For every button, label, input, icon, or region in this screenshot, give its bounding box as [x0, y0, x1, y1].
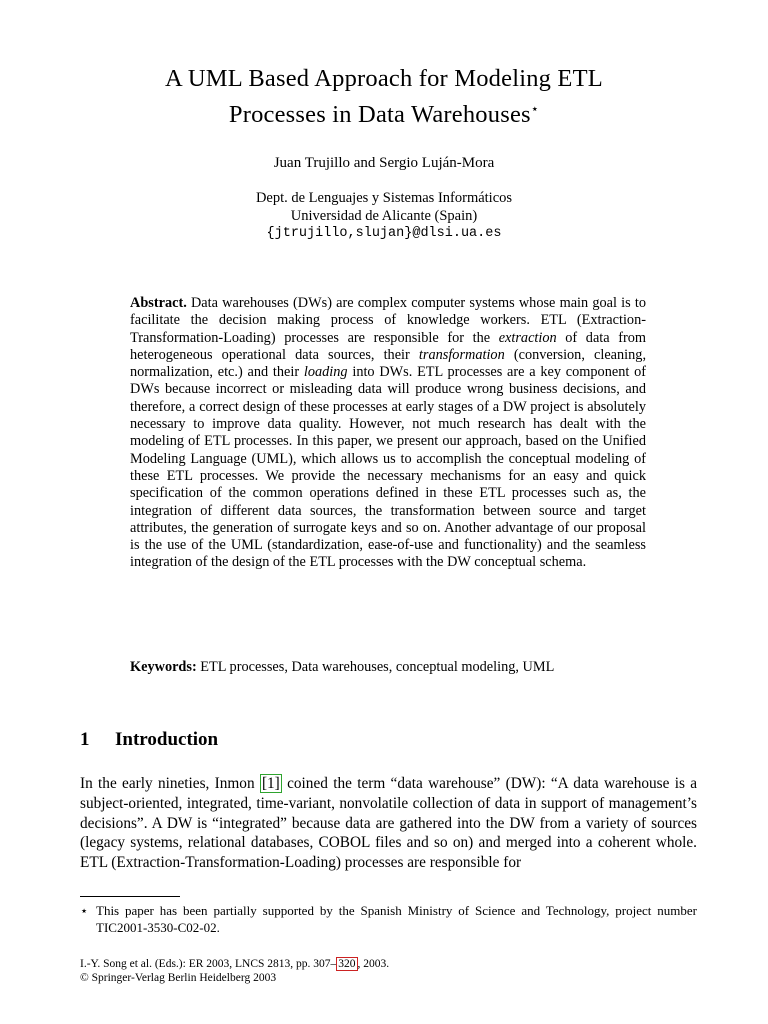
citation-link[interactable]: [1] — [261, 775, 280, 792]
keywords — [130, 659, 646, 676]
section-heading — [80, 729, 688, 751]
affiliation-email: {jtrujillo,slujan}@dlsi.ua.es — [266, 226, 502, 241]
page-end-link[interactable]: 320 — [338, 958, 356, 970]
abstract — [130, 295, 646, 572]
title-line-2 — [60, 94, 708, 130]
abstract-em-transformation: transformation — [418, 346, 505, 363]
keywords-text: ETL processes, Data warehouses, conceptual modeling, UML — [200, 659, 555, 675]
bib-line-1-b: , 2003. — [357, 958, 390, 970]
authors: Juan Trujillo and Sergio Luján-Mora — [273, 155, 495, 171]
abstract-label: Abstract. — [130, 295, 187, 311]
abstract-text-3: (conversion, cleaning, normalization, etc.) and their — [130, 346, 647, 381]
intro-text-2: coined the term “data warehouse” (DW): “A data warehouse is a subject-oriented, integrated, time-variant, nonvolatile collection of data in support of management’s decisions”. A DW is “integrated” because data are gathered into the DW from a variety of sources (legacy systems, relational databases, COBOL files and so on) and merged into a coherent whole. ETL (Extraction-Transformation-Loading) processes are responsible for — [80, 775, 698, 872]
bib-line-2: © Springer-Verlag Berlin Heidelberg 2003 — [80, 972, 277, 984]
keywords-label: Keywords: — [130, 659, 197, 675]
abstract-em-extraction: extraction — [498, 329, 557, 346]
footnote-text: This paper has been partially supported by the Spanish Ministry of Science and Technology, project number TIC2001-3530-C02-02. — [96, 903, 697, 935]
bib-line-1 — [80, 957, 697, 971]
bibliographic-info — [80, 957, 697, 985]
abstract-text-1: Data warehouses (DWs) are complex computer systems whose main goal is to facilitate the decision making process of knowledge workers. ETL (Extraction-Transformation-Loading) processes are responsible for the — [130, 295, 647, 346]
affiliation-dept: Dept. de Lenguajes y Sistemas Informáticos — [255, 190, 513, 206]
abstract-em-loading: loading — [303, 364, 348, 381]
affiliation-university: Universidad de Alicante (Spain) — [290, 208, 478, 224]
affiliation — [0, 189, 768, 243]
paper-title — [60, 64, 708, 130]
footnote — [80, 902, 697, 936]
intro-paragraph — [80, 774, 697, 873]
title-line-1: A UML Based Approach for Modeling ETL — [165, 65, 603, 92]
title-line-2-text: Processes in Data Warehouses — [228, 101, 531, 129]
footnote-rule — [80, 896, 180, 897]
bib-line-1-a: I.-Y. Song et al. (Eds.): ER 2003, LNCS 2813, pp. 307– — [80, 958, 337, 970]
abstract-text-4: into DWs. ETL processes are a key component of DWs because incorrect or misleading data will produce wrong business decisions, and therefore, a correct design of these processes at early stages of a DW project is absolutely necessary to improve data quality. However, not much research has dealt with the modeling of ETL processes. In this paper, we present our approach, based on the Unified Modeling Language (UML), which allows us to accomplish the conceptual modeling of these ETL processes. We provide the necessary mechanisms for an easy and quick specification of the common operations defined in these ETL processes such as, the integration of different data sources, the transformation between source and target attributes, the generation of surrogate keys and so on. Another advantage of our proposal is the use of the UML (standardization, ease-of-use and functionality) and the seamless integration of the design of the ETL processes with the DW conceptual schema. — [130, 364, 646, 571]
section-title: Introduction — [115, 729, 219, 750]
section-number: 1 — [80, 729, 90, 750]
footnote-mark: ⋆ — [80, 903, 89, 918]
abstract-text-2: of data from heterogeneous operational data sources, their — [130, 329, 646, 363]
intro-text-1: In the early nineties, Inmon — [80, 775, 255, 792]
title-footnote-mark: ⋆ — [530, 101, 540, 116]
